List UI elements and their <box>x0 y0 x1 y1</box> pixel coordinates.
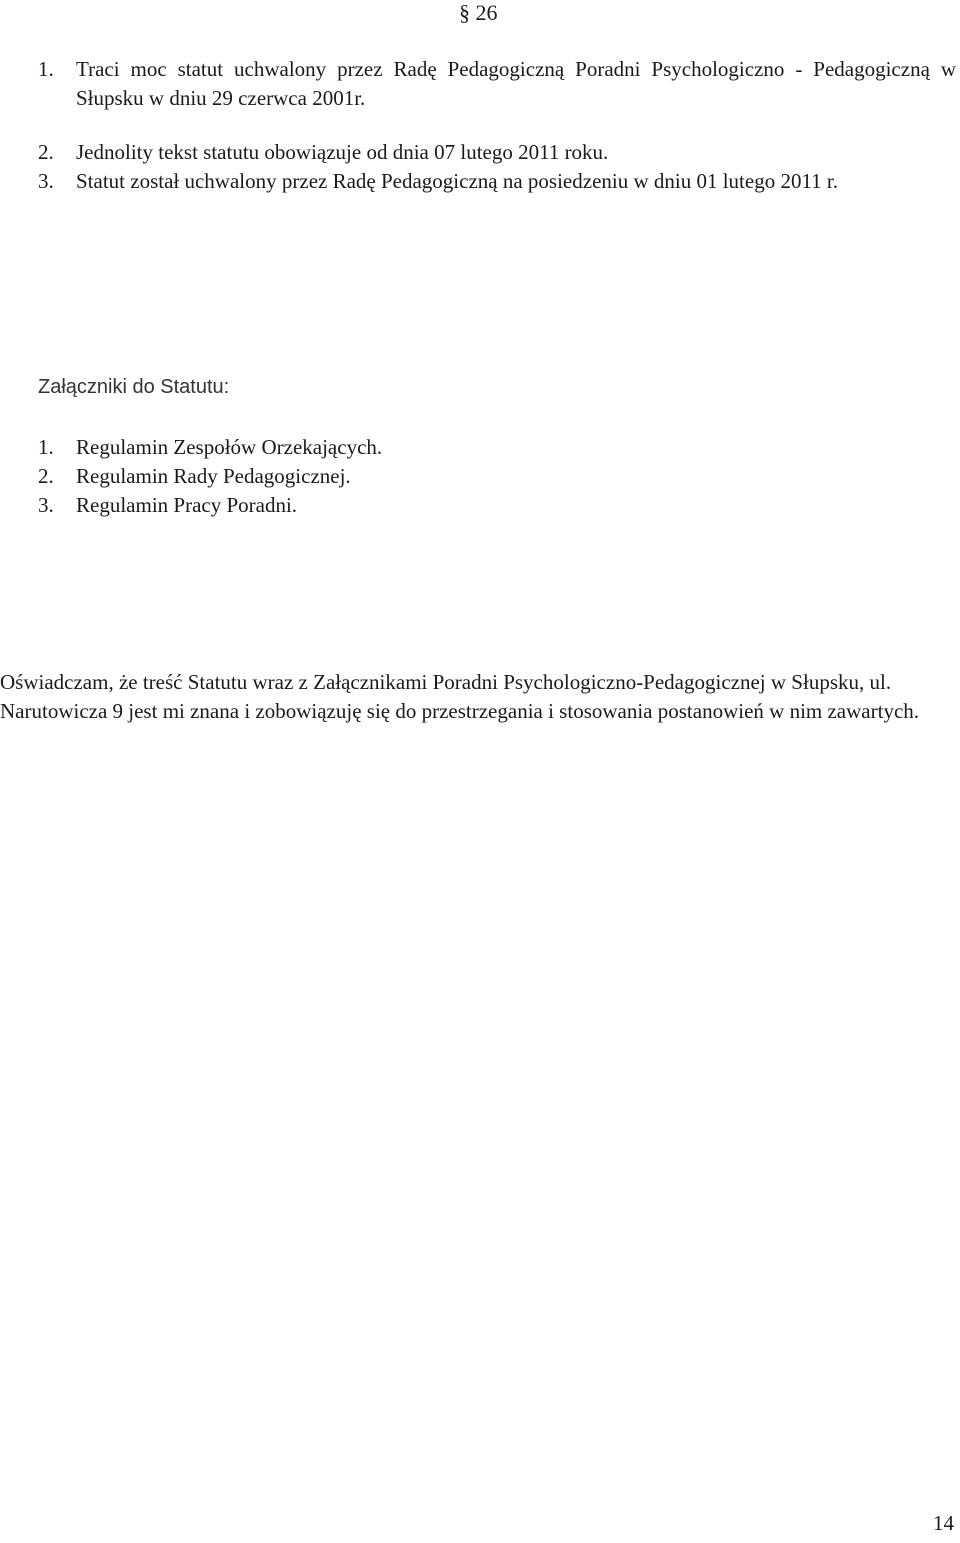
repeal-list <box>38 55 956 113</box>
list-item-text: Regulamin Pracy Poradni. <box>76 493 298 517</box>
list-item-text: Regulamin Zespołów Orzekających. <box>76 435 383 459</box>
list-item-text: Statut został uchwalony przez Radę Pedagogiczną na posiedzeniu w dniu 01 lutego 2011 r. <box>76 169 839 193</box>
list-item <box>38 55 956 113</box>
list-item <box>38 462 956 491</box>
list-item-number: 1. <box>38 435 54 459</box>
paragraph-heading: § 26 <box>459 0 498 25</box>
list-item-text: Jednolity tekst statutu obowiązuje od dnia 07 lutego 2011 roku. <box>76 140 609 164</box>
list-item-number: 1. <box>38 57 54 81</box>
attachments-label: Załączniki do Statutu: <box>38 376 230 398</box>
attachments-list <box>38 433 956 520</box>
list-item-number: 2. <box>38 464 54 488</box>
list-item-text: Traci moc statut uchwalony przez Radę Pedagogiczną Poradni Psychologiczno - Pedagogiczną w Słupsku w dniu 29 czerwca 2001r. <box>76 57 956 110</box>
list-item <box>38 138 956 167</box>
list-item <box>38 433 956 462</box>
list-item <box>38 167 956 196</box>
page-number: 14 <box>933 1511 954 1535</box>
list-item-number: 3. <box>38 493 54 517</box>
statute-info-list <box>38 138 956 196</box>
list-item-number: 2. <box>38 140 54 164</box>
declaration-paragraph: Oświadczam, że treść Statutu wraz z Załącznikami Poradni Psychologiczno-Pedagogicznej w Słupsku, ul. Narutowicza 9 jest mi znana i zobowiązuję się do przestrzegania i stosowania postanowień w nim zawartych. <box>0 670 920 723</box>
list-item-number: 3. <box>38 169 54 193</box>
list-item-text: Regulamin Rady Pedagogicznej. <box>76 464 351 488</box>
list-item <box>38 491 956 520</box>
